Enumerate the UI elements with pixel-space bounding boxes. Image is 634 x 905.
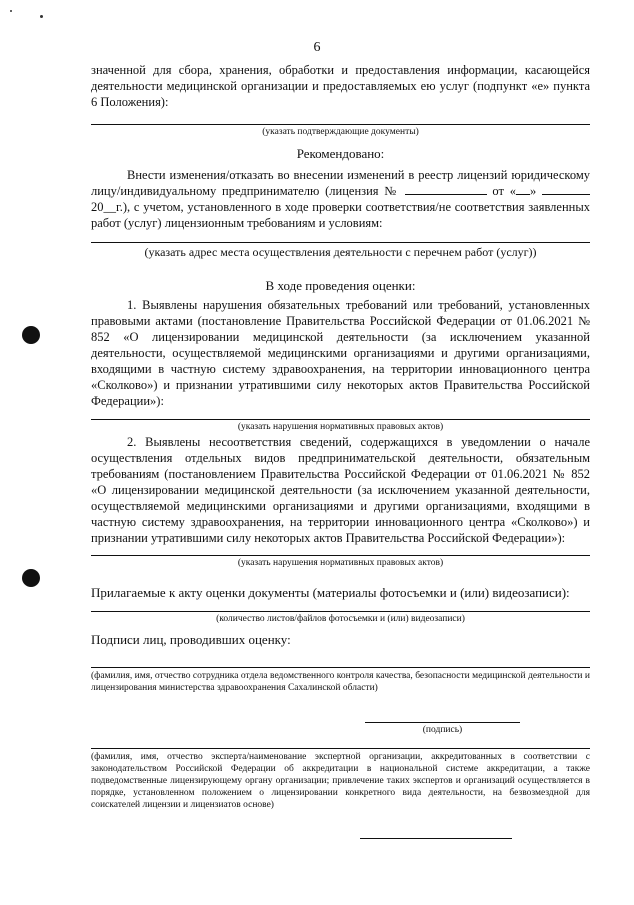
- caption-violations-2: (указать нарушения нормативных правовых актов): [237, 558, 444, 568]
- item-2-discrepancies: 2. Выявлены несоответствия сведений, содержащихся в уведомлении о начале осуществления отдельных видов предпринимательской деятельности, обязательным требованиям (постановлением Правительства Российской Федерации от 01.06.2021 № 852 «О лицензировании медицинской деятельности (за исключением указанной деятельности, осуществляемой медицинскими организациями и другими организациями, входящими в частную систему здравоохранения, на территории инновационного центра «Сколково») и признании утратившими силу некоторых актов Правительства Российской Федерации»):: [91, 435, 590, 545]
- scan-speck: [10, 10, 12, 12]
- sheets-line: [91, 611, 590, 612]
- caption-employee: (фамилия, имя, отчество сотрудника отдела ведомственного контроля качества, безопасности медицинской деятельности и лицензирования министерства здравоохранения Сахалинской области): [91, 671, 590, 693]
- item-1-violations: 1. Выявлены нарушения обязательных требований или требований, установленных правовыми актами (постановление Правительства Российской Федерации от 01.06.2021 № 852 «О лицензировании медицинской деятельности (за исключением указанной деятельности, осуществляемой медицинскими организациями и другими организациями, входящими в частную систему здравоохранения, на территории инновационного центра «Сколково») и признании утратившими силу некоторых актов Правительства Российской Федерации»):: [91, 298, 590, 408]
- expert-line: [91, 748, 590, 749]
- attached-documents: Прилагаемые к акту оценки документы (материалы фотосъемки и (или) видеозаписи):: [91, 585, 570, 600]
- assessment-heading: В ходе проведения оценки:: [265, 278, 416, 293]
- scan-speck: [40, 15, 43, 18]
- caption-address: (указать адрес места осуществления деятельности с перечнем работ (услуг)): [144, 245, 537, 259]
- caption-expert: (фамилия, имя, отчество эксперта/наименование экспертной организации, аккредитованных в соответствии с законодательством Российской Федерации об аккредитации в национальной системе аккредитации, а также подведомственные лицензирующему органу организации; привлечение таких экспертов и организаций осуществляется в порядке, установленном положением о лицензировании конкретного вида деятельности, на безвозмездной для соискателей лицензии и лицензиатов основе): [91, 752, 590, 810]
- license-day-blank: [516, 183, 530, 195]
- recommend-text-2: от «: [492, 184, 516, 198]
- violations-line-1: [91, 419, 590, 420]
- expert-signature-line: [360, 838, 512, 839]
- recommend-text-1: Внести изменения/отказать во внесении изменений в реестр лицензий юридическому лицу/индивидуальному предпринимателю (лицензия №: [91, 168, 590, 198]
- caption-violations-1: (указать нарушения нормативных правовых актов): [237, 422, 444, 432]
- recommend-text-3: »: [530, 184, 537, 198]
- license-number-blank: [405, 183, 487, 195]
- page-number: 6: [313, 40, 321, 55]
- violations-line-2: [91, 555, 590, 556]
- recommended-heading: Рекомендовано:: [296, 146, 385, 161]
- punch-hole-bottom: [22, 569, 40, 587]
- documents-line: [91, 124, 590, 125]
- employee-line: [91, 667, 590, 668]
- punch-hole-top: [22, 326, 40, 344]
- recommend-text-4: 20__г.), с учетом, установленного в ходе проверки соответствия/не соответствия заявленных работ (услуг) лицензионным требованиям и условиям:: [91, 200, 590, 230]
- signature-line: [365, 722, 520, 723]
- caption-documents: (указать подтверждающие документы): [262, 127, 419, 137]
- intro-paragraph: значенной для сбора, хранения, обработки и предоставления информации, касающейся деятельности медицинской организации и предоставляемых ею услуг (подпункт «е» пункта 6 Положения):: [91, 63, 590, 109]
- recommend-paragraph: [91, 167, 590, 231]
- signatures-heading: Подписи лиц, проводивших оценку:: [91, 632, 291, 647]
- caption-signature: (подпись): [422, 725, 463, 735]
- caption-sheets: (количество листов/файлов фотосъемки и (или) видеозаписи): [216, 614, 465, 624]
- address-line: [91, 242, 590, 243]
- license-month-blank: [542, 183, 590, 195]
